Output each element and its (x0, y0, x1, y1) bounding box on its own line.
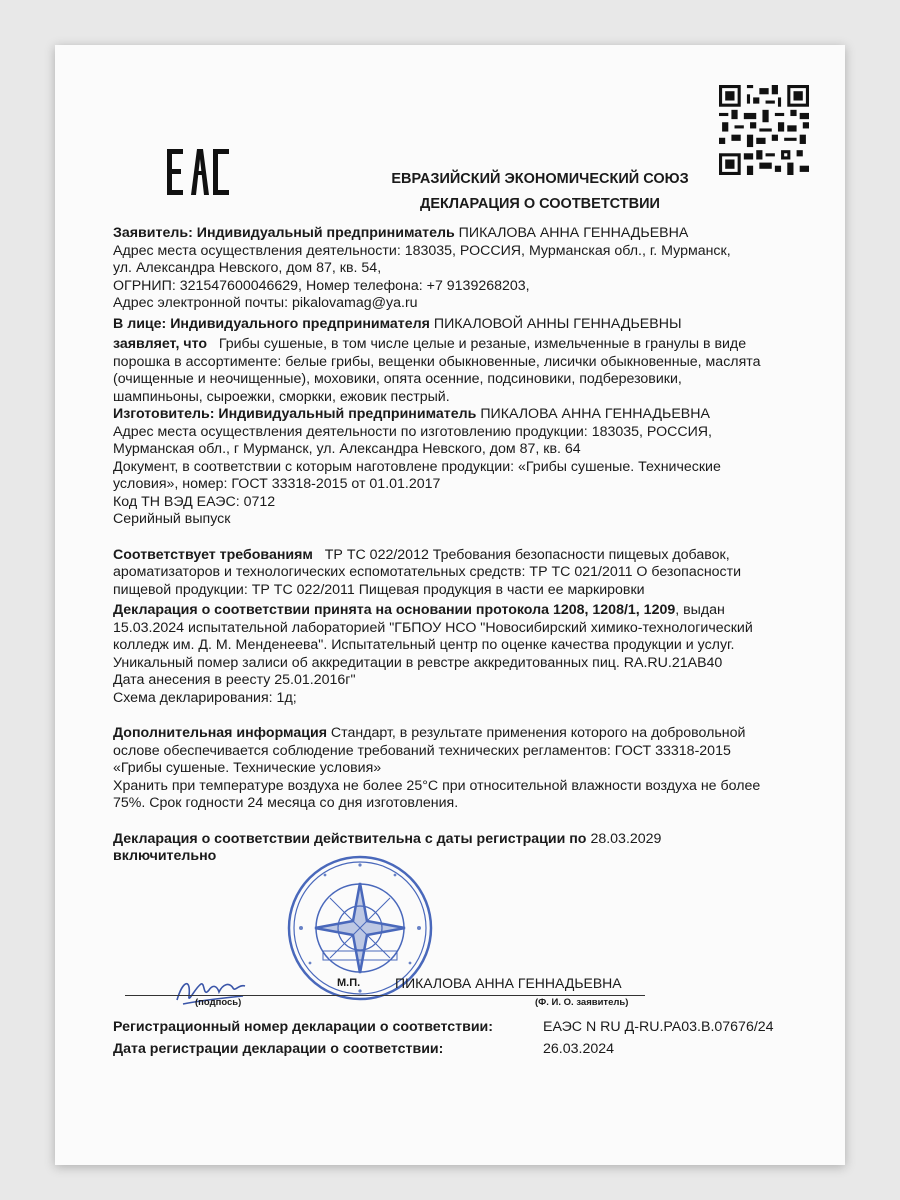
declares-label: заявляет, что (113, 336, 207, 352)
basis-line-6: Схема декларирования: 1д; (113, 689, 297, 706)
signature-line (125, 995, 645, 996)
additional-line-2: ослове обеспечивается соблюдение требований технических регламентов: ГОСТ 33318-2015 (113, 742, 731, 759)
name-caption: (Ф. И. О. заявитель) (535, 997, 629, 1008)
conforms-text-1: ТР ТС 022/2012 Требования безопасности пищевых добавок, (324, 546, 730, 563)
additional-line-1 (113, 725, 803, 743)
registration-number-label: Регистрационный номер декларации о соответствии: (113, 1019, 493, 1035)
applicant-address-1: Адрес места осуществления деятельности: 183035, РОССИЯ, Мурманская обл., г. Мурманск, (113, 242, 731, 259)
basis-line-4: Уникальный помер залиси об аккредитации в ревстре аккредитованных пиц. RA.RU.21AB40 (113, 654, 723, 671)
applicant-name: ПИКАЛОВА АННА ГЕННАДЬЕВНА (458, 225, 689, 241)
registration-date: 26.03.2024 (543, 1041, 615, 1057)
additional-line-3: «Грибы сушеные. Технические условия» (113, 760, 382, 776)
manufacturer-doc-1: Документ, в соответствии с которым наготовлене продукции: «Грибы сушеные. Технические (113, 458, 721, 475)
applicant-ogrnip: ОГРНИП: 321547600046629, Номер телефона: +7 9139268203, (113, 277, 530, 294)
conforms-label: Соответствует требованиям (113, 546, 313, 563)
basis-line-2: 15.03.2024 испытательной лабораторией "ГБПОУ НСО "Новосибирский химико-технологический (113, 619, 753, 636)
manufacturer-doc-2: условия», номер: ГОСТ 33318-2015 от 01.01.2017 (113, 476, 441, 492)
declares-line-2: порошка в ассортименте: белые грибы, вещенки обыкновенные, лисички обыкновенные, маслята (113, 353, 761, 370)
declaration-body (113, 225, 803, 866)
signature-area (55, 845, 845, 1045)
declares-text-1: Грибы сушеные, в том числе целые и резаные, измельченные в гранулы в виде (218, 336, 747, 352)
represented-label: В лице: (113, 315, 167, 332)
union-title: ЕВРАЗИЙСКИЙ ЭКОНОМИЧЕСКИЙ СОЮЗ (391, 171, 689, 187)
validity-label-2: включительно (113, 848, 217, 864)
declares-line-1 (113, 336, 803, 354)
applicant-type: Индивидуальный предприниматель (196, 225, 455, 241)
basis-issued: , выдан (675, 602, 725, 618)
applicant-label: Заявитель: (113, 225, 193, 241)
manufacturer-address-1: Адрес места осуществления деятельности по изготовлению продукции: 183035, РОССИЯ, (113, 423, 712, 440)
basis-line-5: Дата анесения в реесту 25.01.2016г" (113, 672, 356, 688)
additional-text-1: Стандарт, в результате применения которого на добровольной (330, 725, 746, 741)
represented-name: ПИКАЛОВОЙ АННЫ ГЕННАДЬЕВНЫ (433, 315, 682, 332)
validity-date: 28.03.2029 (590, 830, 662, 847)
additional-line-4: Хранить при температуре воздуха не более 25°С при относительной влажности воздуха не более (113, 777, 761, 794)
conforms-line-2: ароматизаторов и технологических еспомотательных средств: ТР ТС 021/2011 О безопасности (113, 564, 742, 580)
signature-caption: (подпось) (195, 997, 242, 1008)
registration-number: ЕАЭС N RU Д-RU.PA03.B.07676/24 (543, 1019, 774, 1035)
manufacturer-label: Изготовитель: (113, 406, 215, 422)
conforms-line-1 (113, 547, 803, 565)
registration-date-row (113, 1041, 614, 1057)
qr-code-icon (719, 85, 809, 175)
basis-line-1 (113, 602, 803, 620)
applicant-address-2: ул. Александра Невского, дом 87, кв. 54, (113, 260, 382, 276)
applicant-email: Адрес электронной почты: pikalovamag@ya.ru (113, 295, 418, 311)
stamp-place-label: М.П. (337, 977, 361, 989)
registration-number-row (113, 1019, 774, 1035)
validity-label: Декларация о соответствии действительна с даты регистрации по (113, 830, 587, 847)
document-title: ДЕКЛАРАЦИЯ О СООТВЕТСТВИИ (420, 196, 660, 212)
basis-label: Декларация о соответствии принята на основании протокола 1208, 1208/1, 1209 (113, 602, 676, 618)
manufacturer-address-2: Мурманская обл., г Мурманск, ул. Александра Невского, дом 87, кв. 64 (113, 441, 581, 457)
additional-label: Дополнительная информация (113, 725, 327, 741)
applicant-line (113, 225, 803, 243)
represented-line (113, 316, 803, 334)
declares-line-3: (очищенные и неочищенные), моховики, опята осенние, подсиновики, подберезовики, (113, 371, 682, 387)
manufacturer-line (113, 406, 803, 424)
declares-line-4: шампиньоны, сыроежки, сморкки, ежовик пестрый. (113, 388, 450, 405)
represented-type: Индивидуального предпринимателя (170, 315, 430, 332)
manufacturer-code: Код ТН ВЭД ЕАЭС: 0712 (113, 493, 276, 510)
declaration-sheet (55, 45, 845, 1165)
manufacturer-name: ПИКАЛОВА АННА ГЕННАДЬЕВНА (480, 406, 710, 422)
basis-line-3: колледж им. Д. М. Менденеева". Испытательный центр по оценке качества продукции и услуг. (113, 637, 735, 653)
signatory-name: ПИКАЛОВА АННА ГЕННАДЬЕВНА (395, 975, 622, 991)
additional-line-5: 75%. Срок годности 24 месяца со дня изготовления. (113, 795, 459, 811)
manufacturer-type: Индивидуальный предприниматель (218, 406, 477, 422)
manufacturer-serial: Серийный выпуск (113, 511, 231, 527)
registration-date-label: Дата регистрации декларации о соответствии: (113, 1041, 444, 1057)
conforms-line-3: пищевой продукции: ТР ТС 022/2011 Пищевая продукция в части ее маркировки (113, 581, 645, 598)
